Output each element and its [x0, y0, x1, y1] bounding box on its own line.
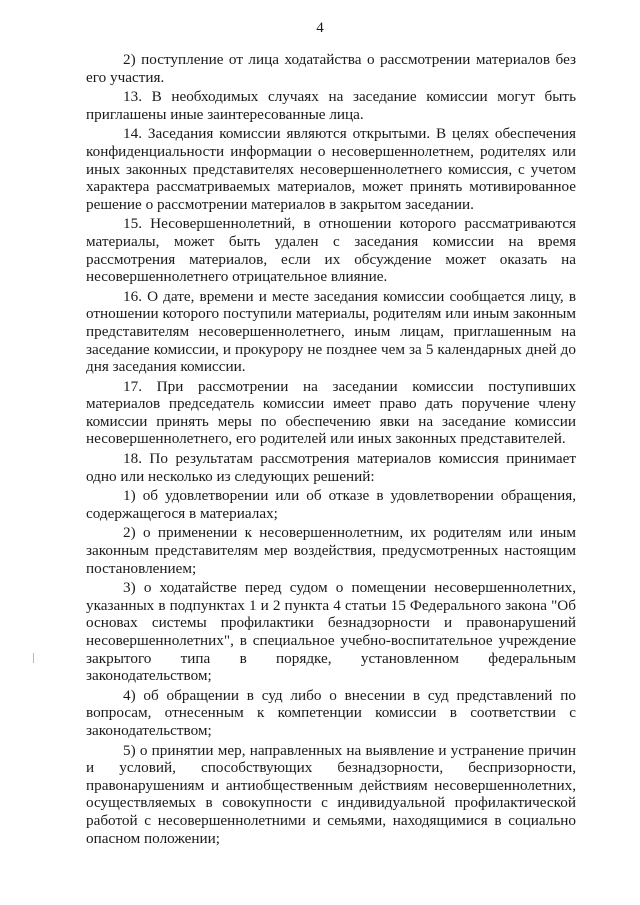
document-body	[86, 51, 576, 849]
page-number: 4	[316, 20, 324, 36]
decision-item-1: 1) об удовлетворении или об отказе в удовлетворении обращения, содержащегося в материалах;	[86, 487, 576, 522]
paragraph-15-removal-of-minor: 15. Несовершеннолетний, в отношении которого рассматриваются материалы, может быть удален с заседания комиссии на время рассмотрения материалов, если их обсуждение может оказать на несовершеннолетнего отрицательное влияние.	[86, 215, 576, 286]
paragraph-17-attendance: 17. При рассмотрении на заседании комиссии поступивших материалов председатель комиссии имеет право дать поручение члену комиссии принять меры по обеспечению явки на заседание комиссии несовершеннолетнего, его родителей или иных законных представителей.	[86, 377, 576, 448]
paragraph-16-notification: 16. О дате, времени и месте заседания комиссии сообщается лицу, в отношении которого поступили материалы, родителям или иным законным представителям несовершеннолетнего, иным лицам, приглашенным на заседание комиссии, и прокурору не позднее чем за 5 календарных дней до дня заседания комиссии.	[86, 287, 576, 376]
paragraph-item-2-participation: 2) поступление от лица ходатайства о рассмотрении материалов без его участия.	[86, 51, 576, 86]
scan-margin-mark	[33, 653, 34, 663]
paragraph-18-decisions: 18. По результатам рассмотрения материалов комиссия принимает одно или несколько из следующих решений:	[86, 450, 576, 485]
decision-item-5: 5) о принятии мер, направленных на выявление и устранение причин и условий, способствующих безнадзорности, беспризорности, правонарушениям и антиобщественным действиям несовершеннолетних, осуществляемых в совокупности с индивидуальной профилактической работой с несовершеннолетними и семьями, находящимися в социально опасном положении;	[86, 741, 576, 847]
decision-item-4: 4) об обращении в суд либо о внесении в суд представлений по вопросам, отнесенным к компетенции комиссии в соответствии с законодательством;	[86, 686, 576, 739]
paragraph-14-open-sessions: 14. Заседания комиссии являются открытыми. В целях обеспечения конфиденциальности информации о несовершеннолетнем, родителях или иных законных представителях несовершеннолетнего комиссия, с учетом характера рассматриваемых материалов, может принять мотивированное решение о рассмотрении материалов в закрытом заседании.	[86, 125, 576, 213]
paragraph-13-invited-persons: 13. В необходимых случаях на заседание комиссии могут быть приглашены иные заинтересованные лица.	[86, 88, 576, 123]
decision-item-2: 2) о применении к несовершеннолетним, их родителям или иным законным представителям мер воздействия, предусмотренных настоящим постановлением;	[86, 524, 576, 577]
decision-item-3: 3) о ходатайстве перед судом о помещении несовершеннолетних, указанных в подпунктах 1 и 2 пункта 4 статьи 15 Федерального закона "Об основах системы профилактики безнадзорности и правонарушений несовершеннолетних", в специальное учебно-воспитательное учреждение закрытого типа в порядке, установленном федеральным законодательством;	[86, 579, 576, 685]
